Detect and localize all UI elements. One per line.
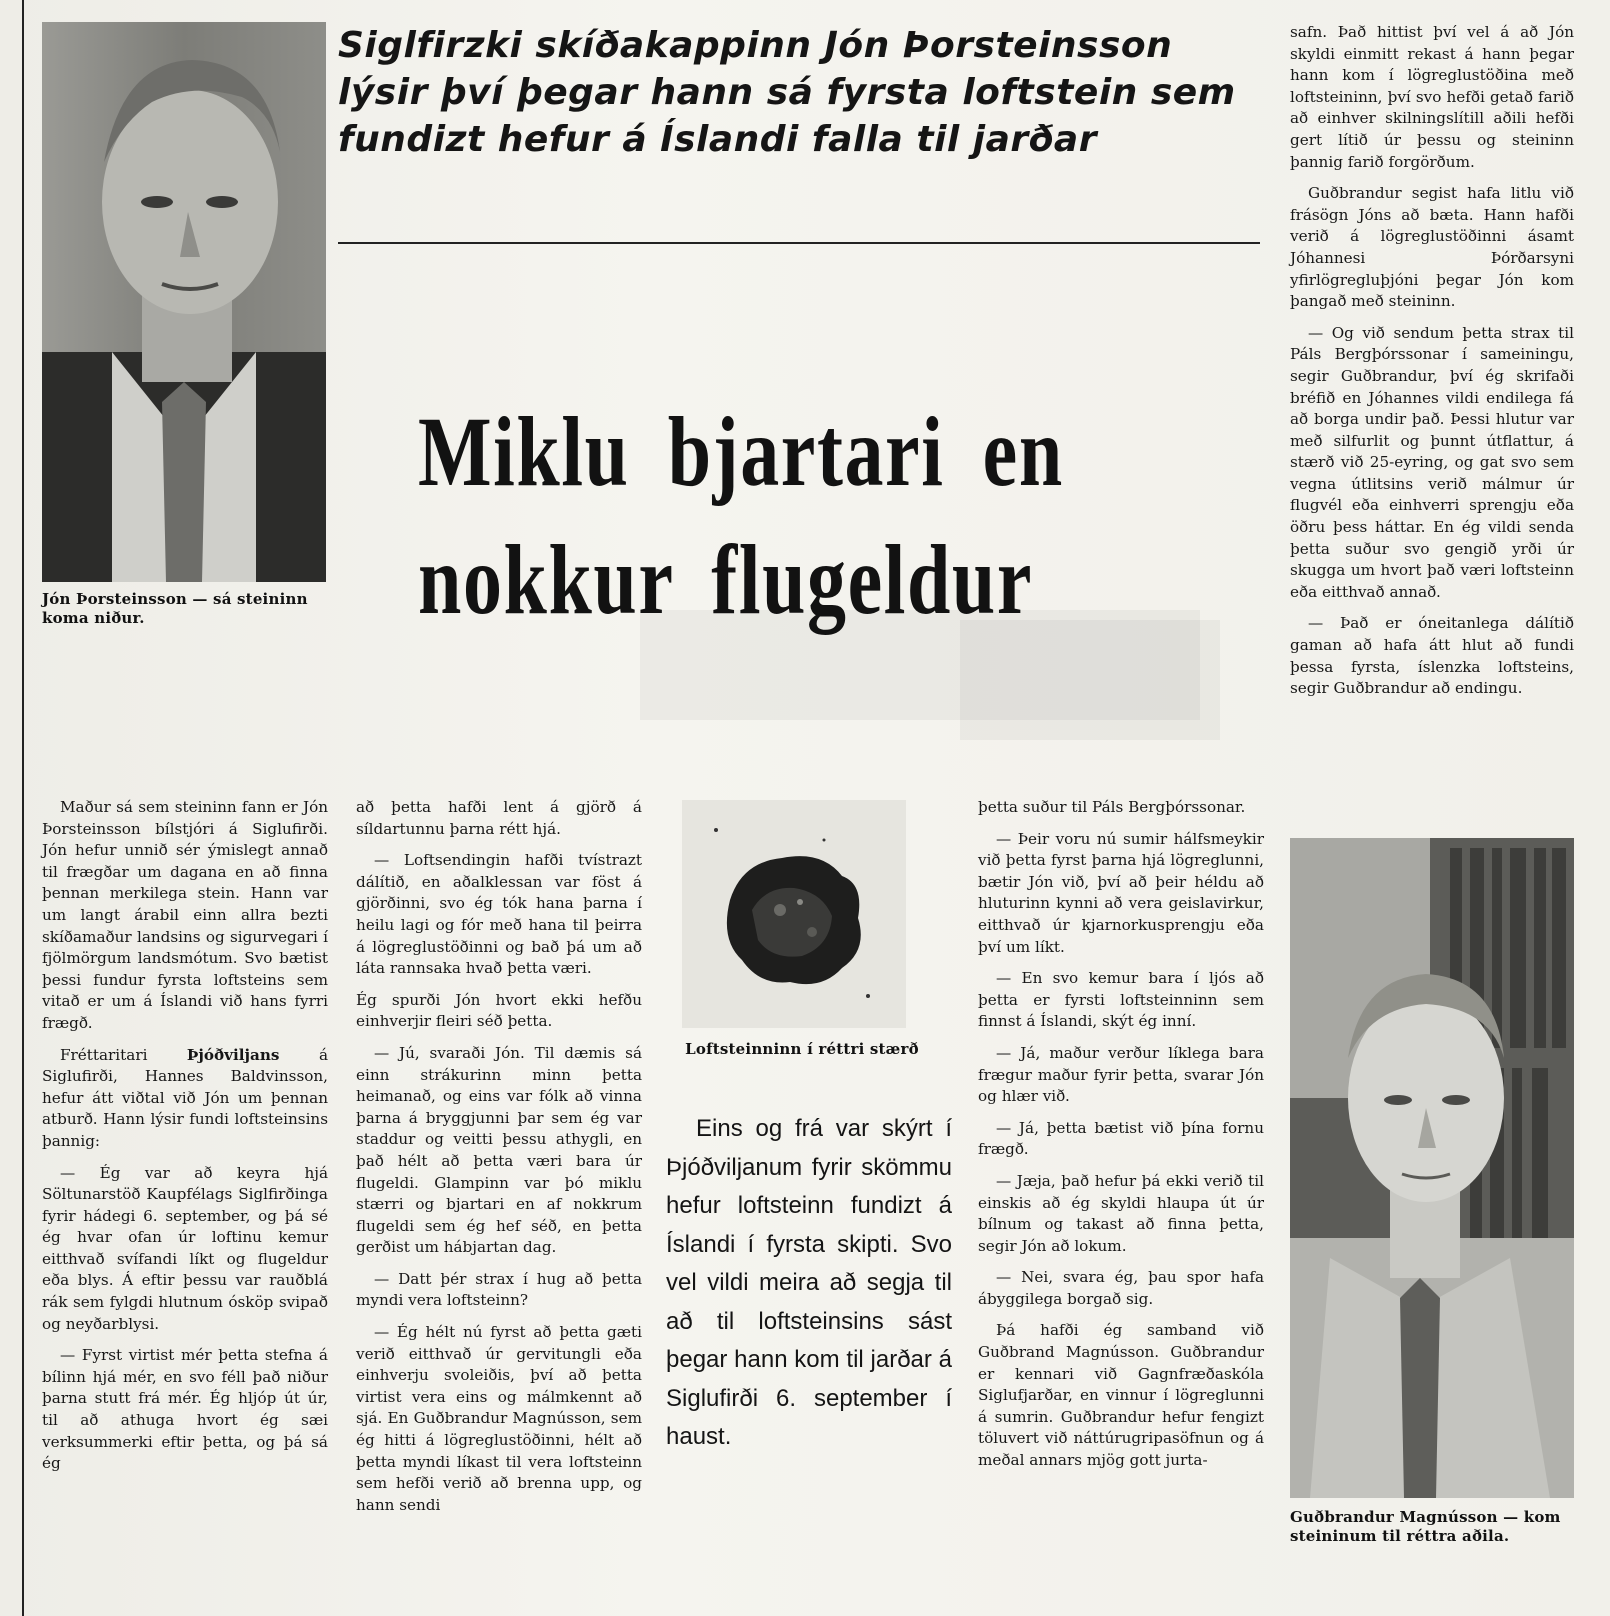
paragraph: — Og við sendum þetta strax til Páls Bergþórssonar í sameiningu, segir Guðbrandur, því ég skrifaði bréfið en Jóhannes vildi endilega fá að borga undir það. Þessi hlutur var með silfurlit og þunnt útflattur, á stærð við 25-eyring, og gat svo sem vegna útlitsins verið málmur úr flugvél eða einhverri sprengju eða öðru þess háttar. En ég vildi senda þetta suður svo gengið yrði úr skugga um hvort það væri loftsteinn eða eitthvað annað. [1290,323,1574,601]
newspaper-name: Þjóðviljans [186,1045,280,1064]
portrait-image [42,22,326,582]
paragraph: Maður sá sem steininn fann er Jón Þorsteinsson bílstjóri á Siglufirði. Jón hefur unnið sér ýmislegt annað til frægðar um dagana en að finna þennan merkilega stein. Hann var um langt árabil einn allra bezti skíðamaður landsins og sigurvegari í fjölmörgum landsmótum. Svo bætist þessi fundur fyrsta loftsteins sem vitað er um á Íslandi við hans fyrri frægð. [42,798,328,1032]
paragraph: safn. Það hittist því vel á að Jón skyldi einmitt rekast á hann þegar hann kom í lögreglustöðina með loftsteininn, því svo hefði getað farið að einhver skilningslítill aðili hefði gert lítið úr þessu og steininn þannig farið forgörðum. [1290,23,1574,171]
paragraph: — Það er óneitanlega dálítið gaman að hafa átt hlut að fundi þessa fyrsta, íslenzka loftsteins, segir Guðbrandur að endingu. [1290,614,1574,698]
kicker-rule [338,242,1260,244]
meteorite-image [682,800,906,1028]
article-column-1 [42,797,328,1485]
paragraph: — Já, þetta bætist við þína fornu frægð. [978,1118,1264,1159]
paragraph: — Ég var að keyra hjá Söltunarstöð Kaupfélags Siglfirðinga fyrir hádegi 6. september, og þá sé ég hvar ofan úr loftinu kemur eitthvað svífandi líkt og flugeldur eða blys. Á eftir þessu var rauðblá rák sem fylgdi hlutnum ósköp svipað og neyðarblysi. [42,1163,328,1333]
portrait-image [1290,838,1574,1498]
column-rule [22,0,24,1616]
caption-meteorite: Loftsteinninn í réttri stærð [685,1040,919,1058]
lead-blurb [666,1110,952,1457]
paragraph: — Fyrst virtist mér þetta stefna á bílinn hjá mér, en svo féll það niður þarna stutt frá mér. Ég hljóp út úr, til að athuga hvort ég sæi verksummerki eftir þetta, og þá sá ég [42,1346,328,1473]
caption-gudbrandur: Guðbrandur Magnússon — kom steininum til réttra aðila. [1290,1508,1561,1545]
paragraph: — Jæja, það hefur þá ekki verið til einskis að ég skyldi hlaupa út úr bílnum og takast að finna þetta, segir Jón að lokum. [978,1171,1264,1255]
lead-text: Eins og frá var skýrt í Þjóðviljanum fyrir skömmu hefur loftsteinn fundizt á Íslandi í fyrsta skipti. Svo vel vildi meira að segja til að til loftsteinsins sást þegar hann kom til jarðar á Siglufirði 6. september í haust. [666,1115,952,1450]
paragraph: þetta suður til Páls Bergþórssonar. [978,798,1246,816]
paragraph: Ég spurði Jón hvort ekki hefðu einhverjir fleiri séð þetta. [356,990,642,1031]
headline: Miklu bjartari en nokkur flugeldur [418,396,1064,635]
article-column-2 [356,797,642,1526]
paragraph: — Þeir voru nú sumir hálfsmeykir við þetta fyrst þarna hjá lögreglunni, bætir Jón við, því að þeir héldu að hluturinn kynni að vera geislavirkur, eitthvað úr kjarnorkusprengju eða því um líkt. [978,829,1264,956]
photo-jon-thorsteinsson [42,22,326,582]
paragraph: — Já, maður verður líklega bara frægur maður fyrir þetta, svarar Jón og hlær við. [978,1043,1264,1106]
article-column-4 [1290,22,1574,710]
paragraph: — Datt þér strax í hug að þetta myndi vera loftsteinn? [356,1269,642,1310]
paragraph: að þetta hafði lent á gjörð á síldartunnu þarna rétt hjá. [356,798,642,838]
paragraph: — Loftsendingin hafði tvístrazt dálítið, en aðalklessan var föst á gjörðinni, svo ég tók hana þarna í heilu lagi og fór með hana til þeirra á lögreglustöðinni og bað þá um að láta rannsaka hvað þetta væri. [356,851,642,978]
paragraph: Þá hafði ég samband við Guðbrand Magnússon. Guðbrandur er kennari við Gagnfræðaskóla Siglufjarðar, en vinnur í lögreglunni á sumrin. Guðbrandur hefur fengizt töluvert við náttúrugripasöfnun og á meðal annars mjög gott jurta- [978,1321,1264,1470]
caption-jon: Jón Þorsteinsson — sá steininn koma niður. [42,590,308,627]
paragraph: — Nei, svara ég, þau spor hafa ábyggilega borgað sig. [978,1268,1264,1308]
kicker-subheadline: Siglfirzki skíðakappinn Jón Þorsteinsson lýsir því þegar hann sá fyrsta loftstein sem fundizt hefur á Íslandi falla til jarðar [338,25,1236,160]
article-column-3 [978,797,1264,1482]
paragraph [42,1045,328,1153]
paragraph: — En svo kemur bara í ljós að þetta er fyrsti loftsteinninn sem finnst á Íslandi, skýt ég inní. [978,969,1264,1031]
paragraph: — Ég hélt nú fyrst að þetta gæti verið eitthvað úr gervitungli eða einhverju svoleiðis, því að þetta virtist vera eins og málmkennt að sjá. En Guðbrandur Magnússon, sem ég hitti á lögreglustöðinni, hélt að þetta myndi líkast til vera loftsteinn sem hefði verið að brenna upp, og hann sendi [356,1323,642,1514]
text-run: á Siglufirði, Hannes Baldvinsson, hefur átt viðtal við Jón um þennan atburð. Hann lýsir fundi loftsteinsins þannig: [42,1045,328,1150]
paragraph: — Jú, svaraði Jón. Til dæmis sá einn strákurinn minn þetta heimanað, og eins var fólk að vinna þarna á bryggjunni þar sem ég var staddur og veitti þessu athygli, en það hélt að þetta væri bara úr flugeldi. Glampinn var þó miklu stærri og bjartari en af nokkrum flugeldi sem ég hef séð, en þetta gerðist um hábjartan dag. [356,1043,642,1257]
text-run: Fréttaritari [60,1045,148,1064]
photo-meteorite [682,800,906,1028]
paragraph: Guðbrandur segist hafa litlu við frásögn Jóns að bæta. Hann hafði verið á lögreglustöðinni ásamt Jóhannesi Þórðarsyni yfirlögregluþjóni þegar Jón kom þangað með steininn. [1290,184,1574,311]
photo-gudbrandur-magnusson [1290,838,1574,1498]
